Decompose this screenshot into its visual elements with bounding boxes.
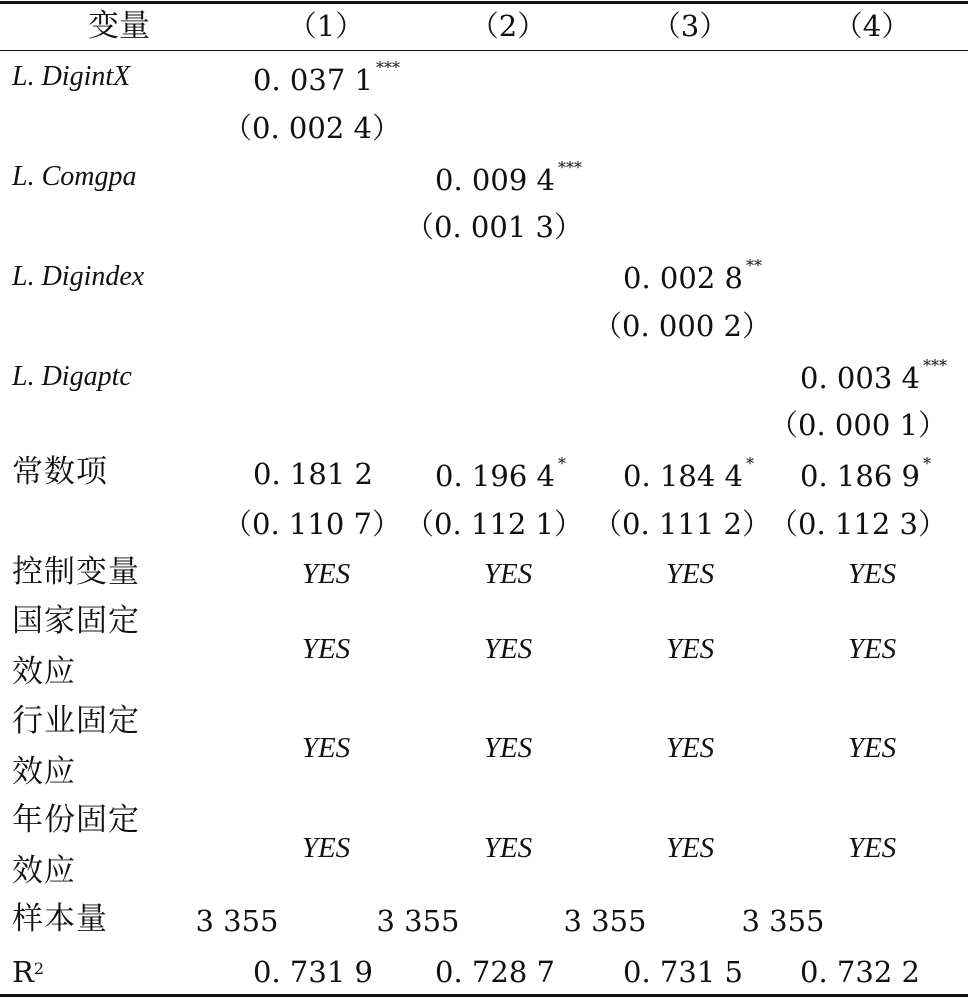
country-fe-col-4: YES [847,633,897,665]
row-label-constant: 常数项 [12,454,108,490]
coef-constant-2: 0. 196 4 * [435,454,566,493]
coef-constant-4: 0. 186 9 * [800,454,931,493]
controls-col-4: YES [847,558,897,590]
row-label-year-fe-line1: 年份固定 [12,802,140,838]
r2-col-1: 0. 731 9 [253,955,373,989]
header-col-4: （4） [833,9,911,43]
header-variable: 变量 [88,8,150,44]
controls-col-2: YES [483,558,533,590]
se-constant-1: （0. 110 7） [223,507,401,541]
row-label-n-obs: 样本量 [12,901,108,937]
r2-superscript: 2 [33,959,45,978]
r2-col-3: 0. 731 5 [623,955,743,989]
row-label-comgpa: L. Comgpa [12,161,137,192]
header-col-1: （1） [287,9,365,43]
stars-digindex: ** [745,256,762,275]
stars-constant-2: * [557,454,566,473]
n-obs-col-3: 3 355 [563,904,647,938]
coef-digindex: 0. 002 8 ** [623,256,762,295]
stars-constant-3: * [745,454,754,473]
year-fe-col-3: YES [665,832,715,864]
country-fe-col-2: YES [483,633,533,665]
industry-fe-col-3: YES [665,732,715,764]
table-top-rule [0,1,968,4]
r2-col-2: 0. 728 7 [435,955,555,989]
n-obs-col-4: 3 355 [741,904,825,938]
row-label-country-fe-line2: 效应 [12,654,76,690]
row-label-digaptc: L. Digaptc [12,361,132,392]
stars-constant-4: * [922,454,931,473]
row-label-year-fe-line2: 效应 [12,853,76,889]
n-obs-col-1: 3 355 [195,904,279,938]
industry-fe-col-4: YES [847,732,897,764]
row-label-industry-fe-line2: 效应 [12,754,76,790]
row-label-r2: $R^2$ [12,955,45,989]
stars-digintx: *** [375,58,400,77]
row-label-digintx: L. DigintX [12,61,131,92]
se-constant-3: （0. 111 2） [593,507,771,541]
r2-col-4: 0. 732 2 [800,955,920,989]
table-header-rule [0,50,968,51]
se-constant-2: （0. 112 1） [405,507,583,541]
stars-digaptc: *** [922,356,947,375]
row-label-controls: 控制变量 [12,554,140,590]
se-digindex: （0. 000 2） [593,309,771,343]
controls-col-3: YES [665,558,715,590]
coef-digintx: 0. 037 1 *** [253,58,400,97]
header-col-2: （2） [469,9,547,43]
coef-comgpa: 0. 009 4 *** [435,158,582,197]
country-fe-col-1: YES [301,633,351,665]
row-label-digindex: L. Digindex [12,261,145,292]
coef-constant-1: 0. 181 2 [253,457,373,491]
n-obs-col-2: 3 355 [376,904,460,938]
se-digaptc: （0. 000 1） [769,408,947,442]
year-fe-col-4: YES [847,832,897,864]
industry-fe-col-2: YES [483,732,533,764]
se-constant-4: （0. 112 3） [769,507,947,541]
controls-col-1: YES [301,558,351,590]
coef-constant-3: 0. 184 4 * [623,454,754,493]
year-fe-col-1: YES [301,832,351,864]
stars-comgpa: *** [557,158,582,177]
industry-fe-col-1: YES [301,732,351,764]
table-bottom-rule [0,994,968,997]
row-label-country-fe-line1: 国家固定 [12,603,140,639]
year-fe-col-2: YES [483,832,533,864]
row-label-industry-fe-line1: 行业固定 [12,703,140,739]
header-col-3: （3） [651,9,729,43]
country-fe-col-3: YES [665,633,715,665]
se-digintx: （0. 002 4） [223,111,401,145]
se-comgpa: （0. 001 3） [405,210,583,244]
coef-digaptc: 0. 003 4 *** [800,356,947,395]
